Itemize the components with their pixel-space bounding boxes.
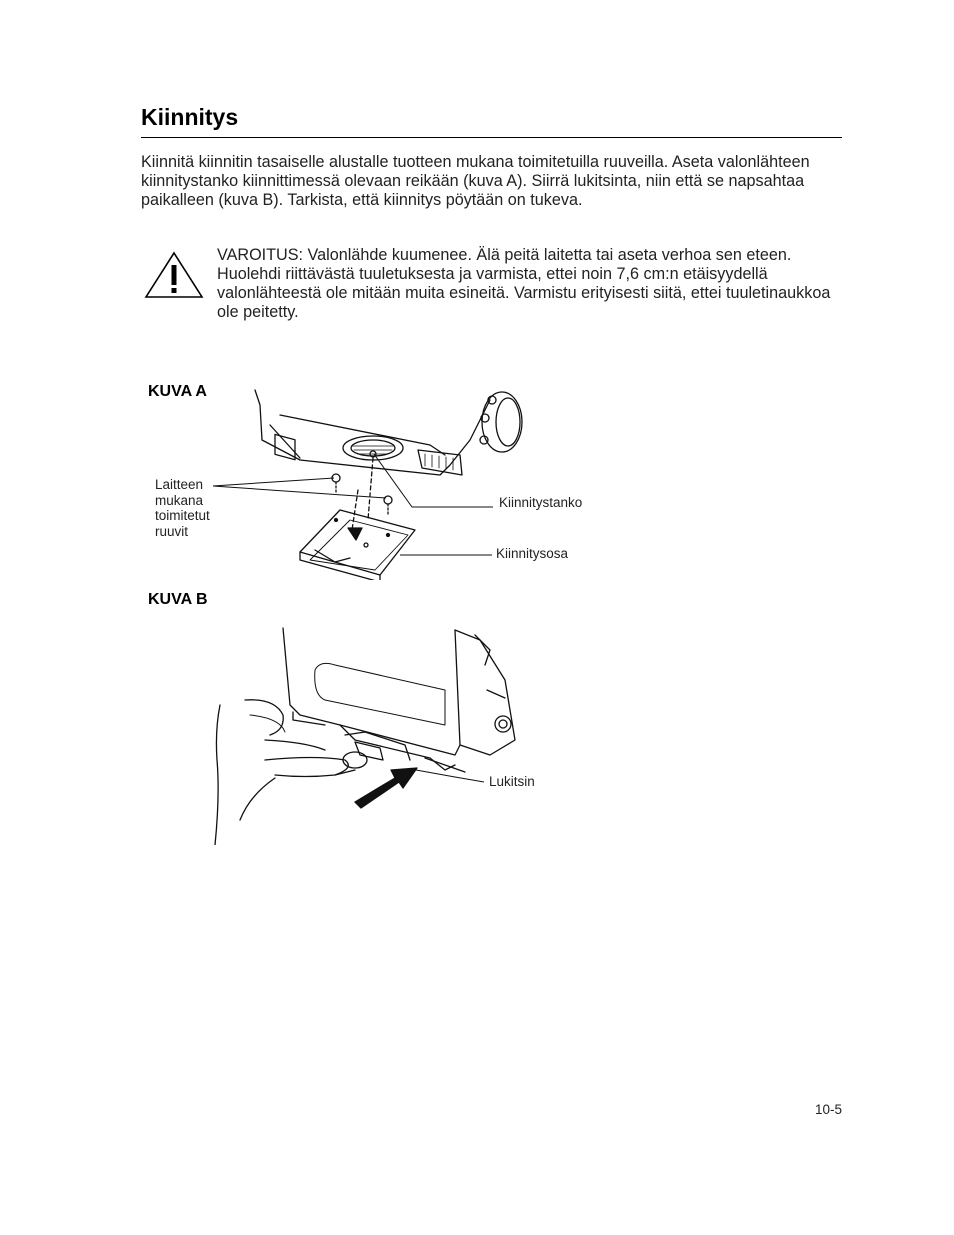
page-number: 10-5 [814,1102,842,1117]
warning-triangle-icon [143,250,205,300]
warning-text: VAROITUS: Valonlähde kuumenee. Älä peitä laitetta tai aseta verhoa sen eteen. Huolehdi riittävästä tuuletuksesta ja varmista, ettei noin 7,6 cm:n etäisyydellä valonlähteestä ole mitään muita esineitä. Varmistu erityisesti siitä, ettei tuuletinaukkoa ole peitetty. [217,246,831,321]
page-title: Kiinnitys [141,104,239,130]
figure-a-illustration [240,380,540,580]
title-rule [141,137,842,138]
callout-lock: Lukitsin [489,774,535,789]
callout-mounting-rod: Kiinnitystanko [499,495,583,510]
figure-b-illustration [205,620,540,845]
callout-screws: Laitteen mukana toimitetut ruuvit [155,477,210,539]
intro-paragraph: Kiinnitä kiinnitin tasaiselle alustalle tuotteen mukana toimitetuilla ruuveilla. Aseta valonlähteen kiinnitystanko kiinnittimessä olevaan reikään (kuva A). Siirrä lukitsinta, niin että se napsahtaa paikalleen (kuva B). Tarkista, että kiinnitys pöytään on tukeva. [141,153,810,209]
figure-b-heading: KUVA B [148,591,208,608]
figure-a-heading: KUVA A [148,383,207,400]
callout-mounting-bracket: Kiinnitysosa [496,546,569,561]
